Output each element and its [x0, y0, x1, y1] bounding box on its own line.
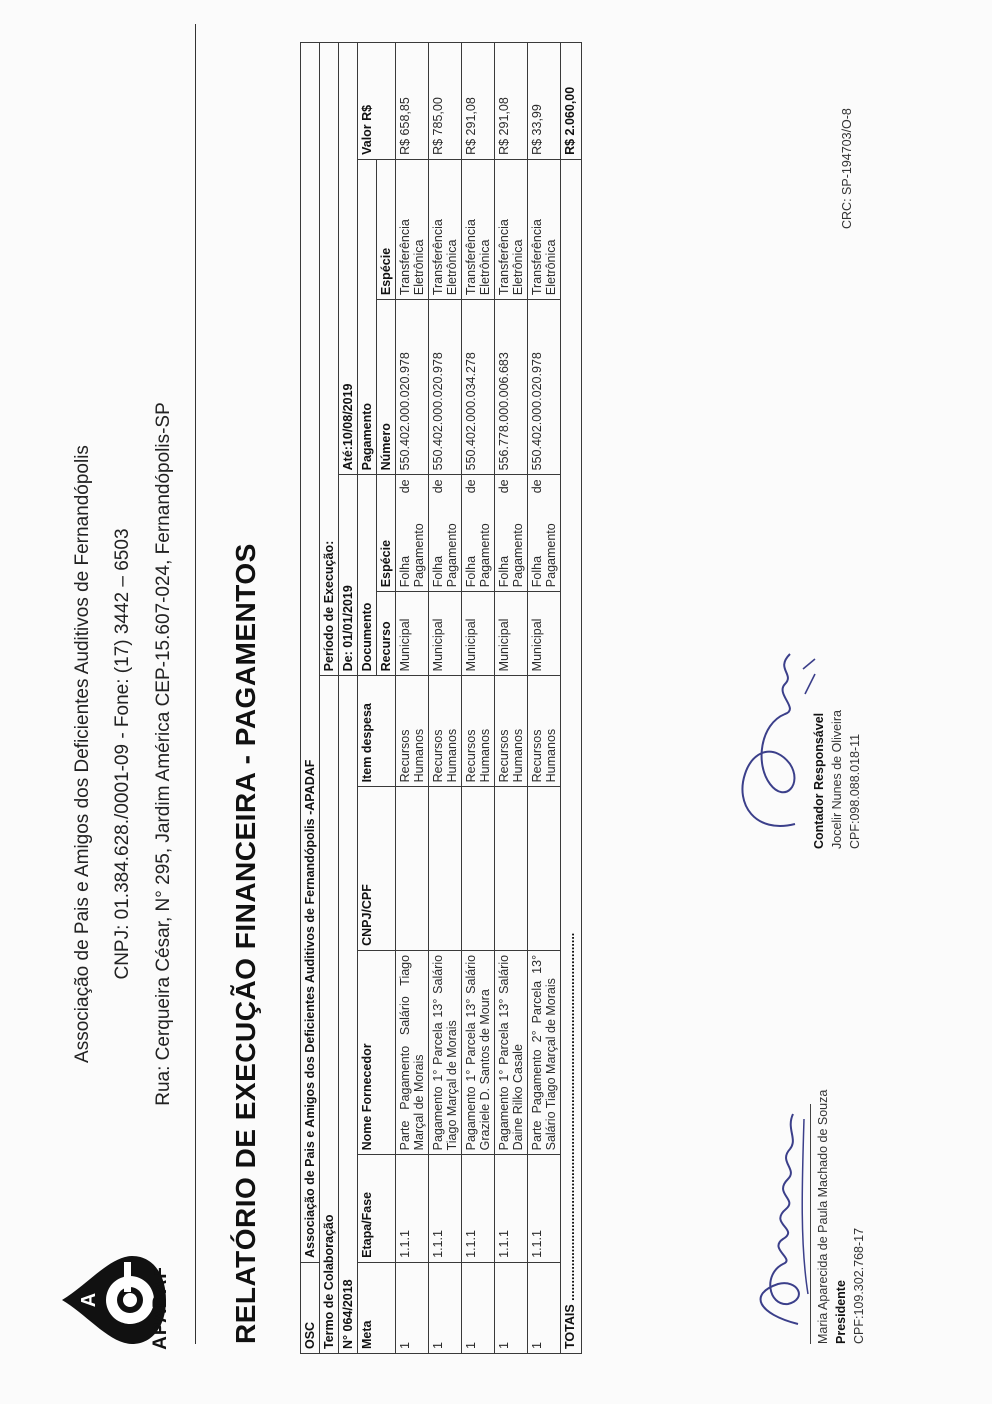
cell-meta: 1 — [429, 1262, 462, 1353]
payments-table — [300, 42, 582, 1354]
col-item: Item despesa — [358, 676, 396, 787]
col-pagamento: Pagamento — [358, 159, 377, 474]
accountant-crc: CRC: SP-194703/O-8 — [840, 108, 854, 229]
col-meta: Meta — [358, 1262, 396, 1353]
col-especie-doc: Espécie — [377, 475, 396, 592]
cell-numero: 550.402.000.020.978 — [396, 300, 429, 475]
cell-numero: 550.402.000.020.978 — [429, 300, 462, 475]
periodo-ate: Até:10/08/2019 — [339, 43, 358, 475]
president-signature — [738, 1104, 818, 1334]
cell-numero: 550.402.000.034.278 — [462, 300, 495, 475]
cell-valor: R$ 291,08 — [462, 43, 495, 160]
table-row — [495, 43, 528, 1354]
col-especie-pag: Espécie — [377, 159, 396, 299]
table-row — [462, 43, 495, 1354]
osc-row — [301, 43, 320, 1354]
cell-valor: R$ 785,00 — [429, 43, 462, 160]
cell-item: Recursos Humanos — [495, 676, 528, 787]
periodo-row — [339, 43, 358, 1354]
cell-meta: 1 — [528, 1262, 561, 1353]
accountant-name: Jocelir Nunes de Oliveira — [830, 710, 844, 849]
col-numero: Número — [377, 300, 396, 475]
col-cnpj: CNPJ/CPF — [358, 787, 396, 951]
page-title: RELATÓRIO DE EXECUÇÃO FINANCEIRA - PAGAMENTOS — [230, 543, 261, 1344]
cell-especie-pag: Transferência Eletrônica — [462, 159, 495, 299]
cell-especie-doc: Folha de Pagamento — [462, 475, 495, 592]
cell-cnpj — [528, 787, 561, 951]
cell-etapa: 1.1.1 — [396, 1155, 429, 1262]
cell-recurso: Municipal — [462, 592, 495, 676]
cell-recurso: Municipal — [396, 592, 429, 676]
col-valor: Valor R$ — [358, 43, 396, 160]
cell-especie-doc: Folha de Pagamento — [396, 475, 429, 592]
table-row — [396, 43, 429, 1354]
cell-recurso: Municipal — [528, 592, 561, 676]
president-name: Maria Aparecida de Paula Machado de Souza — [816, 1089, 830, 1344]
periodo-label: Período de Execução: — [320, 43, 339, 676]
header-divider — [195, 24, 196, 1344]
cell-especie-doc: Folha de Pagamento — [429, 475, 462, 592]
organization-name: Associação de Pais e Amigos dos Deficientes Auditivos de Fernandópolis — [72, 445, 93, 1063]
table-row — [528, 43, 561, 1354]
cell-cnpj — [462, 787, 495, 951]
cell-fornecedor: Pagamento 1° Parcela 13° Salário Tiago Marçal de Morais — [429, 950, 462, 1154]
cell-cnpj — [495, 787, 528, 951]
president-signature-line — [810, 1104, 811, 1344]
totals-row — [561, 43, 582, 1354]
cell-cnpj — [396, 787, 429, 951]
osc-value: Associação de Pais e Amigos dos Deficientes Auditivos de Fernandópolis -APADAF — [301, 43, 320, 1263]
header-row-1 — [358, 43, 377, 1354]
cell-especie-pag: Transferência Eletrônica — [528, 159, 561, 299]
col-documento: Documento — [358, 475, 377, 676]
cell-item: Recursos Humanos — [462, 676, 495, 787]
cell-cnpj — [429, 787, 462, 951]
col-fornecedor: Nome Fornecedor — [358, 950, 396, 1154]
col-etapa: Etapa/Fase — [358, 1155, 396, 1262]
cell-especie-pag: Transferência Eletrônica — [429, 159, 462, 299]
cell-valor: R$ 33,99 — [528, 43, 561, 160]
periodo-de: De: 01/01/2019 — [339, 475, 358, 676]
cell-fornecedor: Pagamento 1° Parcela 13° Salário Daine Rilko Casale — [495, 950, 528, 1154]
col-recurso: Recurso — [377, 592, 396, 676]
termo-row — [320, 43, 339, 1354]
termo-label: Termo de Colaboração — [320, 676, 339, 1354]
osc-label: OSC — [301, 1262, 320, 1353]
logo-letter: A — [78, 1292, 100, 1308]
cell-item: Recursos Humanos — [528, 676, 561, 787]
cell-especie-pag: Transferência Eletrônica — [396, 159, 429, 299]
cell-recurso: Municipal — [495, 592, 528, 676]
cell-especie-doc: Folha de Pagamento — [495, 475, 528, 592]
cell-etapa: 1.1.1 — [462, 1155, 495, 1262]
accountant-block — [810, 519, 864, 849]
cell-numero: 556.778.000.006.683 — [495, 300, 528, 475]
cell-fornecedor: Parte Pagamento 2° Parcela 13° Salário Tiago Marçal de Morais — [528, 950, 561, 1154]
accountant-signature — [715, 624, 825, 844]
cell-fornecedor: Parte Pagamento Salário Tiago Marçal de Morais — [396, 950, 429, 1154]
cell-meta: 1 — [495, 1262, 528, 1353]
cell-especie-doc: Folha de Pagamento — [528, 475, 561, 592]
cell-valor: R$ 658,85 — [396, 43, 429, 160]
cell-recurso: Municipal — [429, 592, 462, 676]
logo-text: APADAF — [150, 1266, 171, 1350]
president-role: Presidente — [834, 1280, 848, 1344]
cell-fornecedor: Pagamento 1° Parcela 13° Salário Graziele D. Santos de Moura — [462, 950, 495, 1154]
address: Rua: Cerqueira César, N° 295, Jardim América CEP-15.607-024, Fernandópolis-SP — [153, 402, 174, 1106]
cell-etapa: 1.1.1 — [495, 1155, 528, 1262]
cell-meta: 1 — [396, 1262, 429, 1353]
cell-etapa: 1.1.1 — [429, 1155, 462, 1262]
cell-valor: R$ 291,08 — [495, 43, 528, 160]
president-cpf: CPF:109.302.768-17 — [852, 1227, 866, 1344]
cell-meta: 1 — [462, 1262, 495, 1353]
totals-value: R$ 2.060,00 — [561, 43, 582, 160]
cnpj-phone: CNPJ: 01.384.628./0001-09 - Fone: (17) 3442 – 6503 — [112, 528, 133, 980]
cell-numero: 550.402.000.020.978 — [528, 300, 561, 475]
cell-especie-pag: Transferência Eletrônica — [495, 159, 528, 299]
accountant-role: Contador Responsável — [812, 712, 826, 849]
president-block — [810, 1014, 868, 1344]
termo-numero: N° 064/2018 — [339, 676, 358, 1354]
cell-item: Recursos Humanos — [396, 676, 429, 787]
cell-etapa: 1.1.1 — [528, 1155, 561, 1262]
table-row — [429, 43, 462, 1354]
totals-label: TOTAIS .......................................................................................................... — [561, 159, 582, 1353]
cell-item: Recursos Humanos — [429, 676, 462, 787]
accountant-cpf: CPF:098.088.018-11 — [848, 733, 862, 849]
